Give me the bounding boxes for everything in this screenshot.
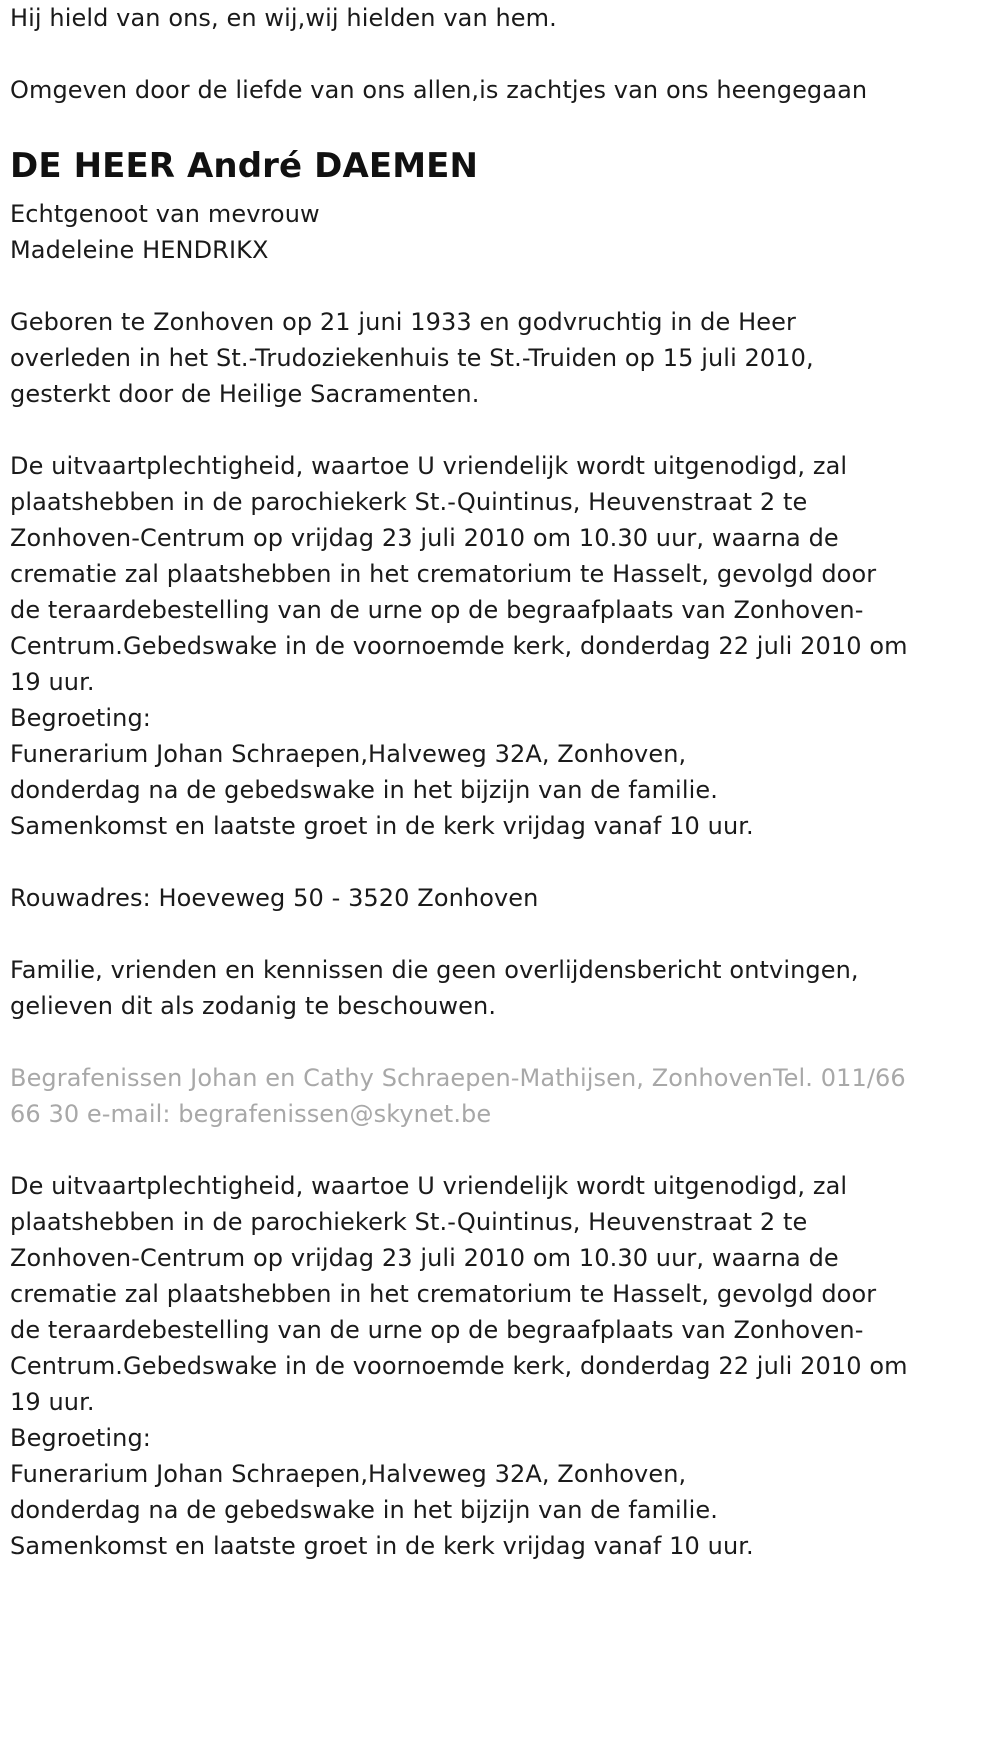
service-line-7: 19 uur. [10, 668, 95, 696]
notice-line-2: gelieven dit als zodanig te beschouwen. [10, 992, 497, 1020]
service-repeat-line-6: Centrum.Gebedswake in de voornoemde kerk, donderdag 22 juli 2010 om [10, 1352, 908, 1380]
deceased-name: DE HEER André DAEMEN [10, 146, 479, 186]
spacer [10, 1024, 890, 1060]
spacer [10, 1132, 890, 1168]
address-section [10, 880, 890, 916]
mourning-address: Rouwadres: Hoeveweg 50 - 3520 Zonhoven [10, 884, 539, 912]
service-repeat-line-3: Zonhoven-Centrum op vrijdag 23 juli 2010 om 10.30 uur, waarna de [10, 1244, 839, 1272]
service-line-3: Zonhoven-Centrum op vrijdag 23 juli 2010 om 10.30 uur, waarna de [10, 524, 839, 552]
service-repeat-line-5: de teraardebestelling van de urne op de begraafplaats van Zonhoven- [10, 1316, 864, 1344]
spacer [10, 412, 890, 448]
undertaker-section [10, 1060, 906, 1132]
service-line-8: Begroeting: [10, 704, 151, 732]
notice-section [10, 952, 890, 1024]
service-repeat-line-9: Funerarium Johan Schraepen,Halveweg 32A, Zonhoven, [10, 1460, 687, 1488]
service-repeat-line-2: plaatshebben in de parochiekerk St.-Quintinus, Heuvenstraat 2 te [10, 1208, 808, 1236]
birth-death-line-3: gesterkt door de Heilige Sacramenten. [10, 380, 480, 408]
service-line-10: donderdag na de gebedswake in het bijzijn van de familie. [10, 776, 718, 804]
service-repeat-line-7: 19 uur. [10, 1388, 95, 1416]
opening-section [10, 0, 890, 108]
service-repeat-line-10: donderdag na de gebedswake in het bijzijn van de familie. [10, 1496, 718, 1524]
birth-death-line-2: overleden in het St.-Trudoziekenhuis te St.-Truiden op 15 juli 2010, [10, 344, 814, 372]
service-line-5: de teraardebestelling van de urne op de begraafplaats van Zonhoven- [10, 596, 864, 624]
birth-death-line-1: Geboren te Zonhoven op 21 juni 1933 en godvruchtig in de Heer [10, 308, 796, 336]
service-repeat-line-11: Samenkomst en laatste groet in de kerk vrijdag vanaf 10 uur. [10, 1532, 754, 1560]
spacer [10, 844, 890, 880]
service-line-4: crematie zal plaatshebben in het crematorium te Hasselt, gevolgd door [10, 560, 877, 588]
spacer [10, 36, 890, 72]
service-repeat-section [10, 1168, 908, 1564]
service-repeat-line-1: De uitvaartplechtigheid, waartoe U vriendelijk wordt uitgenodigd, zal [10, 1172, 848, 1200]
service-repeat-line-8: Begroeting: [10, 1424, 151, 1452]
service-line-6: Centrum.Gebedswake in de voornoemde kerk, donderdag 22 juli 2010 om [10, 632, 908, 660]
opening-line-2: Omgeven door de liefde van ons allen,is zachtjes van ons heengegaan [10, 76, 868, 104]
undertaker-line-2: 66 30 e-mail: begrafenissen@skynet.be [10, 1100, 492, 1128]
birth-death-section [10, 304, 890, 412]
service-section [10, 448, 908, 844]
spacer [10, 916, 890, 952]
opening-line-1: Hij hield van ons, en wij,wij hielden van hem. [10, 4, 557, 32]
service-line-2: plaatshebben in de parochiekerk St.-Quintinus, Heuvenstraat 2 te [10, 488, 808, 516]
undertaker-line-1: Begrafenissen Johan en Cathy Schraepen-Mathijsen, ZonhovenTel. 011/66 [10, 1064, 906, 1092]
spouse-line-1: Echtgenoot van mevrouw [10, 200, 320, 228]
spacer [10, 268, 890, 304]
service-line-9: Funerarium Johan Schraepen,Halveweg 32A, Zonhoven, [10, 740, 687, 768]
service-line-11: Samenkomst en laatste groet in de kerk vrijdag vanaf 10 uur. [10, 812, 754, 840]
service-line-1: De uitvaartplechtigheid, waartoe U vriendelijk wordt uitgenodigd, zal [10, 452, 848, 480]
spouse-line-2: Madeleine HENDRIKX [10, 236, 269, 264]
deceased-section [10, 146, 890, 268]
service-repeat-line-4: crematie zal plaatshebben in het crematorium te Hasselt, gevolgd door [10, 1280, 877, 1308]
notice-line-1: Familie, vrienden en kennissen die geen overlijdensbericht ontvingen, [10, 956, 859, 984]
